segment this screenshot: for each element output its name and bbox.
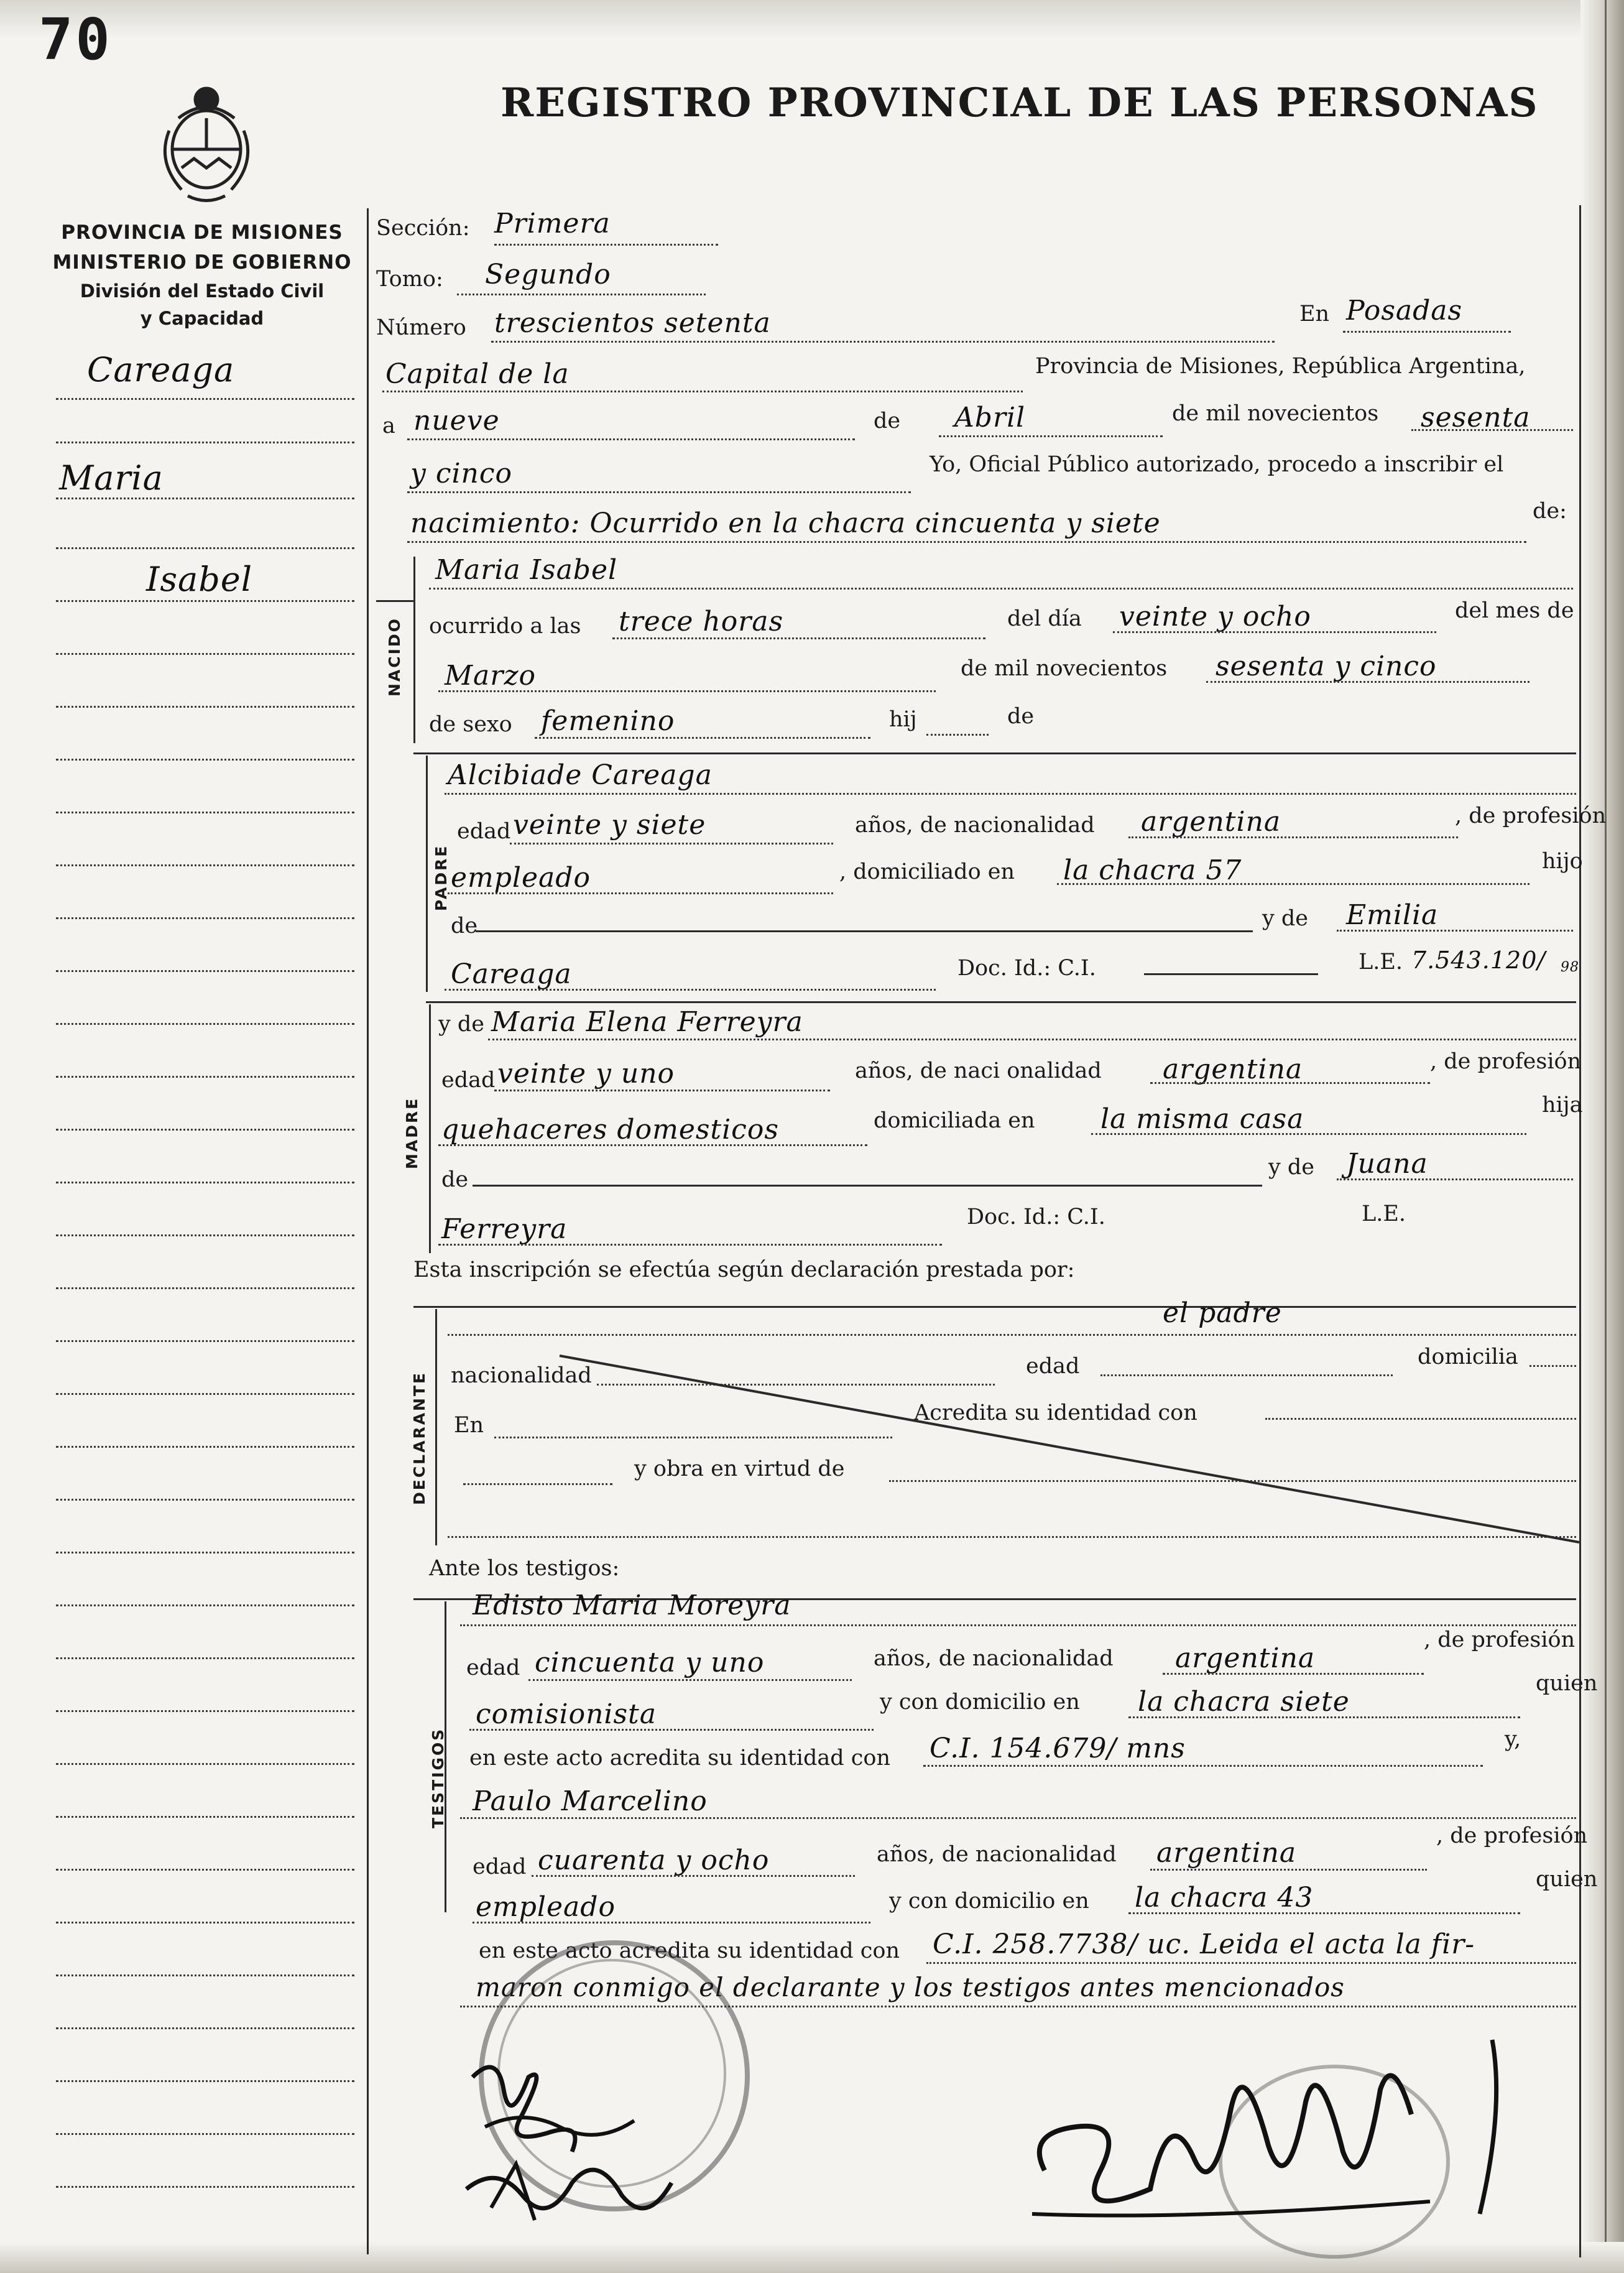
cancel-diagonal-line	[560, 1343, 1585, 1555]
padre-profesion-value: empleado	[451, 862, 591, 894]
testigo2-nombre-value: Paulo Marcelino	[473, 1785, 708, 1817]
ocurrido-label: ocurrido a las	[429, 614, 581, 639]
testigo1-edad-value: cincuenta y uno	[535, 1647, 765, 1678]
testigo2-quien-label: quien	[1536, 1867, 1598, 1892]
hij-label: hij	[889, 707, 917, 732]
padre-le-suffix: 98	[1561, 960, 1579, 975]
nacido-dia-value: veinte y ocho	[1119, 601, 1311, 632]
testigo1-acredita-label: en este acto acredita su identidad con	[469, 1746, 891, 1771]
declarante-section-label: DECLARANTE	[410, 1371, 428, 1505]
hijo-label: hijo	[1542, 849, 1583, 874]
testigo2-domicilio-value: la chacra 43	[1135, 1882, 1314, 1914]
madre-section-label: MADRE	[403, 1096, 421, 1169]
nacido-section-label: NACIDO	[385, 617, 404, 697]
institution-line-2: MINISTERIO DE GOBIERNO	[52, 251, 352, 274]
institution-line-4: y Capacidad	[140, 308, 264, 329]
testigo1-domicilio-value: la chacra siete	[1138, 1686, 1350, 1718]
nacido-anio-value: sesenta y cinco	[1216, 650, 1437, 682]
padre-bracket	[426, 756, 428, 992]
institution-block	[37, 218, 367, 332]
de-mil-nov-label: de mil novecientos	[961, 656, 1168, 681]
domiciliada-label: domiciliada en	[874, 1108, 1035, 1133]
padre-de-label: de	[451, 914, 478, 938]
padre-madre-apellido-value: Careaga	[451, 958, 572, 990]
anio-value: sesenta	[1421, 402, 1531, 433]
official-signature	[1007, 2015, 1567, 2239]
padre-anos-nac-label: años, de nacionalidad	[855, 813, 1095, 838]
en-label-2: En	[454, 1413, 484, 1438]
margin-surname: Careaga	[87, 350, 235, 389]
padre-nacionalidad-value: argentina	[1141, 806, 1281, 838]
numero-label: Número	[376, 315, 466, 340]
nacido-nombre-value: Maria Isabel	[435, 554, 618, 586]
padre-le-value: 7.543.120/	[1411, 947, 1546, 974]
padre-domicilio-value: la chacra 57	[1063, 854, 1242, 886]
testigo2-profesion-label: , de profesión	[1436, 1823, 1588, 1848]
declarante-edad-label: edad	[1026, 1354, 1080, 1379]
testigo2-nacionalidad-value: argentina	[1156, 1837, 1297, 1869]
testigo2-acredita-label: en este acto acredita su identidad con	[479, 1938, 900, 1963]
testigo2-cierre-2: maron conmigo el declarante y los testigos antes mencionados	[476, 1972, 1345, 2002]
institution-line-1: PROVINCIA DE MISIONES	[61, 221, 343, 244]
institution-line-3: División del Estado Civil	[80, 280, 325, 302]
testigo1-profesion-value: comisionista	[476, 1698, 657, 1730]
madre-y-de-2-label: y de	[1268, 1155, 1315, 1180]
acto-value: nacimiento: Ocurrido en la chacra cincuenta y siete	[410, 507, 1161, 539]
nacido-mes-value: Marzo	[445, 660, 536, 692]
book-binding-line	[1605, 0, 1607, 2273]
madre-de-label: de	[441, 1167, 469, 1192]
madre-madre-nombre-value: Juana	[1346, 1148, 1428, 1180]
madre-nombre-value: Maria Elena Ferreyra	[491, 1006, 803, 1038]
book-binding-edge	[1580, 0, 1624, 2273]
yo-oficial-label: Yo, Oficial Público autorizado, procedo a inscribir el	[930, 452, 1504, 477]
document-title: REGISTRO PROVINCIAL DE LAS PERSONAS	[501, 80, 1539, 126]
testigo2-edad-label: edad	[473, 1854, 527, 1879]
seccion-value: Primera	[494, 208, 611, 239]
padre-doc-label: Doc. Id.: C.I.	[957, 956, 1096, 981]
domiciliado-label: , domiciliado en	[839, 859, 1015, 884]
padre-edad-label: edad	[457, 819, 511, 844]
ante-testigos-label: Ante los testigos:	[429, 1556, 620, 1581]
margin-second-name: Isabel	[146, 560, 253, 599]
nacido-bracket	[413, 557, 415, 743]
nacionalidad-label: nacionalidad	[451, 1363, 592, 1388]
del-mes-label: del mes de	[1455, 598, 1574, 623]
testigo1-domicilio-label: y con domicilio en	[880, 1690, 1080, 1715]
testigo2-anos-nac-label: años, de nacionalidad	[877, 1842, 1117, 1867]
testigo2-identidad-value: C.I. 258.7738/ uc.	[933, 1928, 1191, 1960]
testigo1-quien-label: quien	[1536, 1671, 1598, 1696]
de-label-2: de	[1007, 704, 1035, 729]
domicilia-label: domicilia	[1418, 1345, 1518, 1369]
de-mil-label: de mil novecientos	[1172, 401, 1379, 426]
tomo-label: Tomo:	[376, 267, 443, 292]
provincia-label: Provincia de Misiones, República Argentina,	[1035, 354, 1526, 379]
testigo1-nacionalidad-value: argentina	[1175, 1642, 1316, 1674]
hija-label: hija	[1542, 1093, 1583, 1118]
acredita-label: Acredita su identidad con	[914, 1400, 1197, 1425]
padre-le-label: L.E.	[1359, 950, 1403, 974]
mes-value: Abril	[954, 402, 1026, 433]
madre-profesion-label: , de profesión	[1430, 1049, 1582, 1074]
testigos-section-label: TESTIGOS	[429, 1727, 447, 1828]
right-vertical-rule	[1579, 205, 1581, 2257]
page-number: 70	[39, 6, 113, 73]
seccion-label: Sección:	[376, 216, 470, 241]
testigo1-edad-label: edad	[466, 1655, 520, 1680]
anio-cont-value: y cinco	[410, 458, 513, 489]
madre-anos-nac-label: años, de naci onalidad	[855, 1058, 1102, 1083]
sexo-value: femenino	[541, 705, 675, 737]
sexo-label: de sexo	[429, 712, 512, 737]
en-label: En	[1299, 302, 1330, 326]
a-label: a	[382, 414, 395, 438]
padre-madre-nombre-value: Emilia	[1346, 899, 1439, 931]
padre-profesion-label: , de profesión	[1455, 803, 1607, 828]
capital-value: Capital de la	[385, 358, 570, 390]
testigo1-identidad-value: C.I. 154.679/ mns	[930, 1733, 1186, 1764]
de-colon-label: de:	[1533, 499, 1567, 524]
madre-le-label: L.E.	[1362, 1201, 1406, 1226]
testigo1-profesion-label: , de profesión	[1424, 1627, 1576, 1652]
padre-y-de-label: y de	[1262, 906, 1309, 931]
page-top-shadow	[0, 0, 1624, 37]
testigo2-profesion-value: empleado	[476, 1891, 616, 1923]
testigo2-cierre-1: Leida el acta la fir-	[1200, 1928, 1475, 1960]
madre-profesion-value: quehaceres domesticos	[441, 1114, 779, 1146]
esta-inscripcion-label: Esta inscripción se efectúa según declaración prestada por:	[413, 1257, 1075, 1282]
en-value: Posadas	[1346, 295, 1463, 326]
testigo1-anos-nac-label: años, de nacionalidad	[874, 1646, 1114, 1671]
padre-edad-value: veinte y siete	[513, 809, 706, 841]
main-vertical-rule	[367, 208, 369, 2254]
madre-madre-apellido-value: Ferreyra	[441, 1213, 568, 1245]
del-dia-label: del día	[1007, 606, 1082, 631]
coat-of-arms-icon	[144, 75, 269, 205]
witness-signature-1	[448, 2040, 709, 2251]
declarante-value: el padre	[1163, 1297, 1282, 1329]
madre-edad-value: veinte y uno	[497, 1058, 675, 1090]
madre-domicilio-value: la misma casa	[1100, 1103, 1304, 1135]
testigo1-y-label: y,	[1505, 1727, 1521, 1752]
madre-bracket	[429, 1004, 431, 1253]
madre-nacionalidad-value: argentina	[1163, 1053, 1303, 1085]
dia-value: nueve	[413, 405, 500, 437]
madre-doc-label: Doc. Id.: C.I.	[967, 1205, 1105, 1229]
declarante-bracket	[435, 1309, 437, 1545]
testigo1-nombre-value: Edisto Maria Moreyra	[473, 1590, 791, 1621]
testigo2-domicilio-label: y con domicilio en	[889, 1889, 1089, 1914]
madre-edad-label: edad	[441, 1068, 496, 1093]
de-label-1: de	[874, 409, 901, 433]
testigo2-edad-value: cuarenta y ocho	[538, 1845, 770, 1876]
hora-value: trece horas	[619, 606, 784, 637]
y-obra-label: y obra en virtud de	[634, 1456, 845, 1481]
numero-value: trescientos setenta	[494, 307, 771, 339]
margin-first-name: Maria	[59, 458, 164, 498]
madre-y-de-label: y de	[438, 1012, 485, 1037]
padre-nombre-value: Alcibiade Careaga	[448, 759, 713, 791]
padre-section-label: PADRE	[432, 844, 450, 911]
tomo-value: Segundo	[485, 259, 611, 290]
